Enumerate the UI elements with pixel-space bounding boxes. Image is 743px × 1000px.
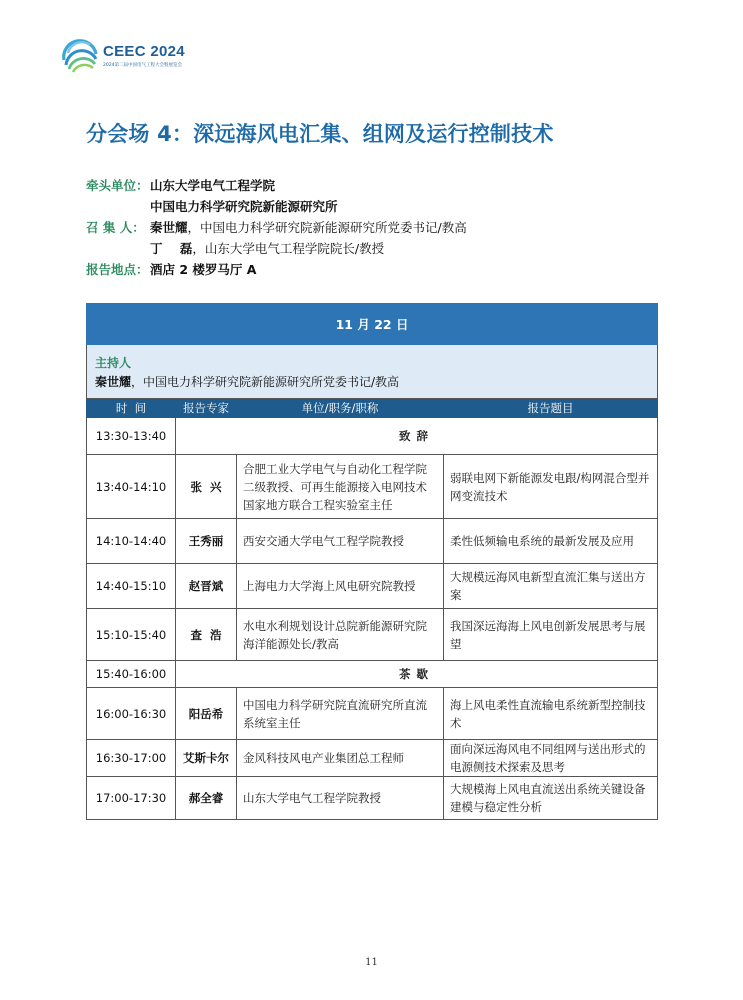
- affiliation-cell: 合肥工业大学电气与自动化工程学院二级教授、可再生能源接入电网技术国家地方联合工程实验室主任: [237, 455, 444, 519]
- col-header-affiliation: 单位/职务/职称: [237, 399, 444, 418]
- host-title: ，中国电力科学研究院新能源研究所党委书记/教高: [131, 374, 400, 389]
- time-cell: 13:30-13:40: [87, 418, 176, 455]
- page-number: 11: [365, 957, 378, 968]
- time-cell: 15:40-16:00: [87, 661, 176, 688]
- table-header-row: [87, 399, 658, 418]
- affiliation-cell: 上海电力大学海上风电研究院教授: [237, 564, 444, 609]
- topic-cell: 弱联电网下新能源发电跟/构网混合型并网变流技术: [444, 455, 658, 519]
- table-row: [87, 519, 658, 564]
- table-row: [87, 740, 658, 777]
- schedule-table: [86, 303, 658, 820]
- topic-cell: 海上风电柔性直流输电系统新型控制技术: [444, 688, 658, 740]
- table-row: [87, 688, 658, 740]
- time-cell: 15:10-15:40: [87, 609, 176, 661]
- time-cell: 14:40-15:10: [87, 564, 176, 609]
- logo-subtitle: 2024第二届中国电气工程大会暨展览会: [103, 63, 182, 68]
- speaker-cell: 张 兴: [176, 455, 237, 519]
- affiliation-cell: 中国电力科学研究院直流研究所直流系统室主任: [237, 688, 444, 740]
- venue-name: 酒店 2 楼罗马厅 A: [150, 262, 257, 277]
- logo-globe-icon: [60, 36, 100, 76]
- date-header: 11 月 22 日: [87, 304, 658, 345]
- time-cell: 16:30-17:00: [87, 740, 176, 777]
- time-cell: 16:00-16:30: [87, 688, 176, 740]
- table-row: [87, 418, 658, 455]
- topic-cell: 我国深远海海上风电创新发展思考与展望: [444, 609, 658, 661]
- table-row: [87, 661, 658, 688]
- organizer-label: 牵头单位：: [86, 178, 149, 193]
- col-header-topic: 报告题目: [444, 399, 658, 418]
- ceec-logo: [60, 36, 200, 76]
- organizer-name: 山东大学电气工程学院: [150, 178, 276, 193]
- affiliation-cell: 金风科技风电产业集团总工程师: [237, 740, 444, 777]
- host-block: [87, 345, 658, 399]
- host-name: 秦世耀: [95, 374, 132, 389]
- affiliation-cell: 水电水利规划设计总院新能源研究院海洋能源处长/教高: [237, 609, 444, 661]
- table-row: [87, 455, 658, 519]
- time-cell: 14:10-14:40: [87, 519, 176, 564]
- venue-label: 报告地点：: [86, 262, 149, 277]
- time-cell: 13:40-14:10: [87, 455, 176, 519]
- time-cell: 17:00-17:30: [87, 777, 176, 820]
- convener-title: ，中国电力科学研究院新能源研究所党委书记/教高: [187, 220, 467, 235]
- speaker-cell: 赵晋斌: [176, 564, 237, 609]
- convener-title: ，山东大学电气工程学院院长/教授: [192, 241, 385, 256]
- speaker-cell: 查 浩: [176, 609, 237, 661]
- topic-cell: 面向深远海风电不同组网与送出形式的电源侧技术探索及思考: [444, 740, 658, 777]
- speaker-cell: 阳岳希: [176, 688, 237, 740]
- logo-brand-text: CEEC 2024: [103, 43, 185, 60]
- affiliation-cell: 西安交通大学电气工程学院教授: [237, 519, 444, 564]
- organizer-name: 中国电力科学研究院新能源研究所: [150, 199, 338, 214]
- speaker-cell: 艾斯卡尔: [176, 740, 237, 777]
- break-cell: 茶歇: [176, 661, 658, 688]
- page-title: 分会场 4：深远海风电汇集、组网及运行控制技术: [86, 122, 554, 146]
- col-header-speaker: 报告专家: [176, 399, 237, 418]
- speaker-cell: 王秀丽: [176, 519, 237, 564]
- table-row: [87, 564, 658, 609]
- affiliation-cell: 山东大学电气工程学院教授: [237, 777, 444, 820]
- break-cell: 致辞: [176, 418, 658, 455]
- convener-name: 丁 磊: [150, 241, 193, 256]
- convener-label: 召 集 人：: [86, 220, 145, 235]
- speaker-cell: 郝全睿: [176, 777, 237, 820]
- col-header-time: 时 间: [87, 399, 176, 418]
- table-row: [87, 777, 658, 820]
- table-row: [87, 609, 658, 661]
- convener-name: 秦世耀: [150, 220, 188, 235]
- topic-cell: 柔性低频输电系统的最新发展及应用: [444, 519, 658, 564]
- topic-cell: 大规模海上风电直流送出系统关键设备建模与稳定性分析: [444, 777, 658, 820]
- host-label: 主持人: [95, 355, 132, 370]
- topic-cell: 大规模远海风电新型直流汇集与送出方案: [444, 564, 658, 609]
